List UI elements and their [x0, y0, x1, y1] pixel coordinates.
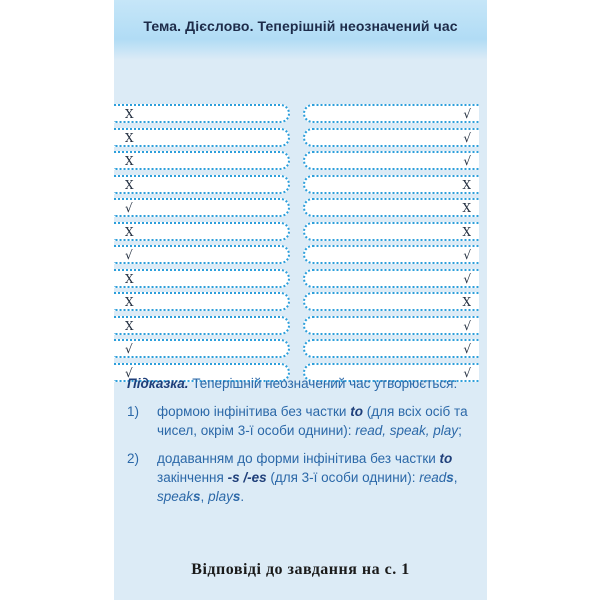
answer-row	[114, 222, 487, 246]
answer-row	[114, 269, 487, 293]
answer-mark-left: √	[125, 342, 133, 356]
particle-to: to	[350, 404, 363, 419]
answer-bar-left	[114, 151, 290, 170]
answer-bar-left	[114, 104, 290, 123]
answer-mark-left: Х	[125, 224, 134, 239]
answer-mark-right: √	[463, 107, 471, 121]
answer-row	[114, 175, 487, 199]
particle-to: to	[439, 451, 453, 466]
hint-example: speak	[157, 489, 194, 504]
answer-bar-left	[114, 316, 290, 335]
answer-bar-left	[114, 222, 290, 241]
hint-examples: read, speak, play	[355, 423, 459, 438]
answer-mark-left: √	[125, 248, 133, 262]
answer-bar-right	[303, 339, 479, 358]
hint-item-number: 2)	[127, 451, 140, 466]
hint-intro-text: Теперішній неозначений час утворюється:	[188, 376, 458, 391]
answer-bar-left	[114, 175, 290, 194]
answer-mark-left: Х	[125, 107, 134, 121]
hint-text: формою інфінітива без частки	[157, 404, 351, 419]
hint-item-2	[127, 449, 477, 506]
hint-example-suffix: s	[446, 470, 454, 485]
answer-mark-right: √	[463, 248, 471, 262]
answer-row	[114, 198, 487, 222]
answer-mark-right: √	[463, 342, 471, 356]
answer-mark-left: Х	[125, 177, 134, 192]
answer-row	[114, 104, 487, 128]
hint-ending: -s /-es	[227, 470, 267, 485]
answer-mark-right: Х	[462, 224, 471, 239]
answer-mark-right: √	[463, 365, 471, 380]
answer-mark-right: Х	[462, 177, 471, 192]
answer-bar-right	[303, 175, 479, 194]
answer-bar-left	[114, 245, 290, 264]
hint-example-suffix: s	[193, 489, 201, 504]
answer-row	[114, 292, 487, 316]
answer-bar-right	[303, 292, 479, 311]
hint-example-suffix: s	[232, 489, 241, 504]
page-title: Тема. Дієслово. Теперішній неозначений час	[143, 18, 458, 34]
answer-bar-right	[303, 128, 479, 147]
answer-bar-left	[114, 269, 290, 288]
hint-text: (для 3-ї особи однини):	[266, 470, 420, 485]
hint-text: .	[240, 489, 245, 504]
header-band	[114, 0, 487, 60]
hint-text: ;	[458, 423, 462, 438]
answer-mark-right: Х	[462, 201, 471, 215]
answer-mark-left: Х	[125, 318, 134, 333]
answer-mark-left: √	[125, 365, 133, 380]
answer-bar-right	[303, 316, 479, 335]
answer-mark-left: Х	[125, 295, 134, 309]
answer-bar-left	[114, 198, 290, 217]
hint-text: закінчення	[157, 470, 228, 485]
answer-bar-left	[114, 292, 290, 311]
answer-bar-right	[303, 151, 479, 170]
hint-item-1	[127, 402, 477, 440]
answer-bar-left	[114, 128, 290, 147]
answer-mark-right: Х	[462, 295, 471, 309]
hint-text: ,	[200, 489, 209, 504]
answer-mark-left: Х	[125, 130, 134, 145]
hint-text: додаванням до форми інфінітива без частки	[157, 451, 440, 466]
exercise-card	[114, 0, 487, 600]
answer-row	[114, 151, 487, 175]
answer-bar-right	[303, 104, 479, 123]
answer-row	[114, 339, 487, 363]
answer-row	[114, 316, 487, 340]
answer-mark-right: √	[463, 318, 471, 333]
answer-mark-right: √	[463, 154, 471, 168]
answer-mark-left: √	[125, 201, 133, 215]
hint-text: (для всіх осіб та чисел, окрім 3-ї особи однини):	[157, 404, 468, 438]
hint-item-number: 1)	[127, 404, 140, 419]
answers-footer: Відповіді до завдання на с. 1	[191, 561, 410, 578]
answer-mark-right: √	[463, 130, 471, 145]
hint-example: play	[208, 489, 233, 504]
answer-bar-left	[114, 339, 290, 358]
answer-bar-right	[303, 269, 479, 288]
answer-bar-right	[303, 222, 479, 241]
answer-bar-right	[303, 198, 479, 217]
answer-mark-left: Х	[125, 271, 134, 286]
answer-bar-right	[303, 245, 479, 264]
hint-intro	[127, 374, 477, 393]
hint-example: read	[419, 470, 447, 485]
hint-text: ,	[453, 470, 458, 485]
answer-mark-right: √	[463, 271, 471, 286]
hint-block	[127, 374, 477, 506]
answer-row	[114, 128, 487, 152]
answer-row	[114, 245, 487, 269]
hint-label: Підказка.	[127, 376, 189, 391]
answer-rows	[114, 104, 487, 380]
answer-mark-left: Х	[125, 154, 134, 168]
